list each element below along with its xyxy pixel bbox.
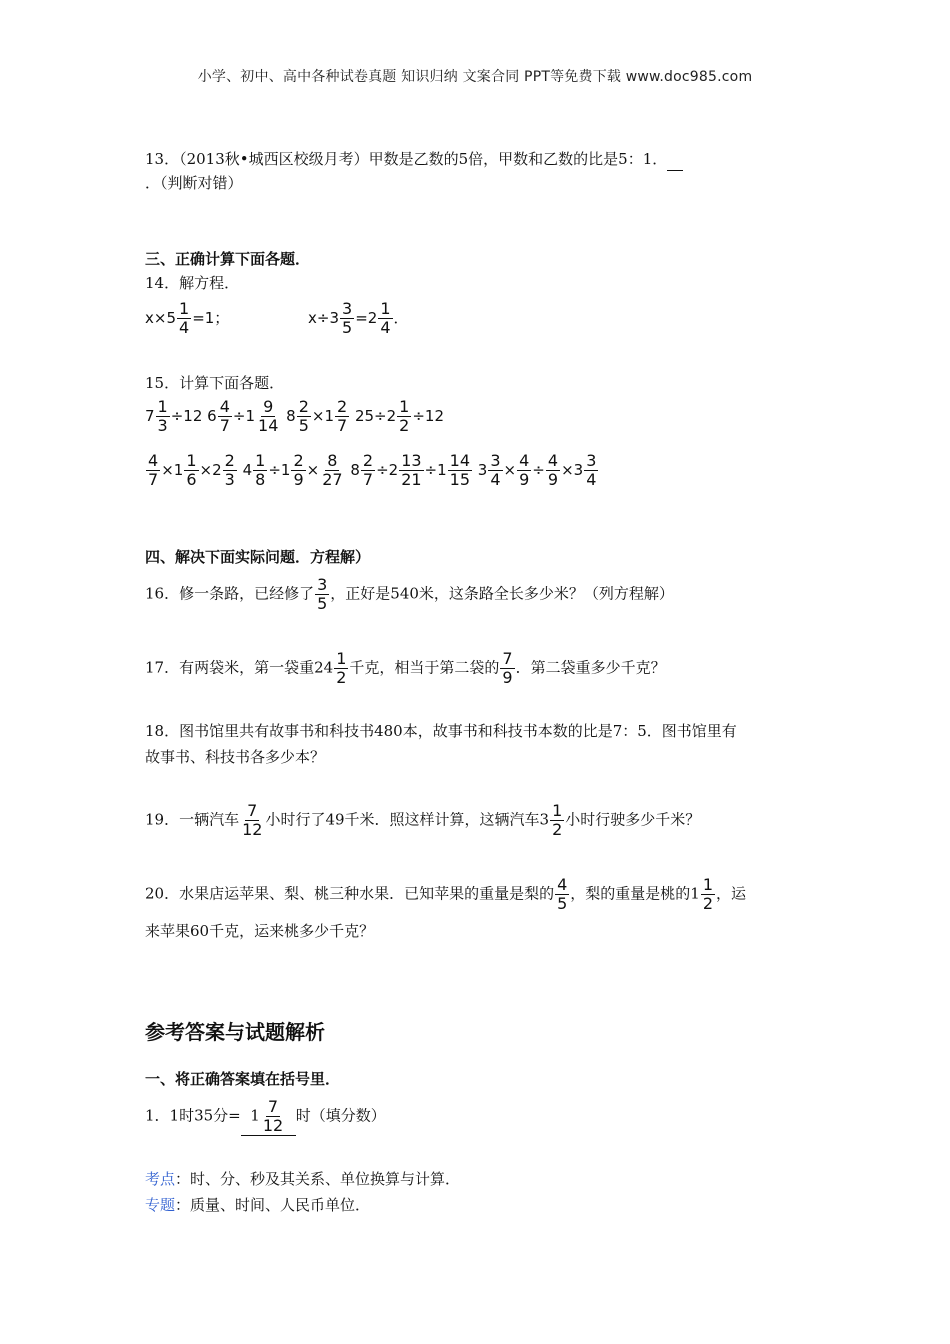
question-15-label: 15．计算下面各题． <box>145 374 285 392</box>
question-20-line2: 来苹果60千克，运来桃多少千克？ <box>145 922 375 940</box>
question-17: 17．有两袋米，第一袋重24 $\frac{1}{2}$ 千克，相当于第二袋的 $\frac{7}{9}$ ．第二袋重多少千克？ <box>145 649 666 687</box>
question-19: 19．一辆汽车 $\frac{7}{12}$ 小时行了49千米．照这样计算，这辆汽车3 $\frac{1}{2}$ 小时行驶多少千米？ <box>145 801 701 839</box>
zhuanti-line: 专题：质量、时间、人民币单位． <box>145 1196 371 1214</box>
page-header: 小学、初中、高中各种试卷真题 知识归纳 文案合同 PPT等免费下载 www.doc985.com <box>197 69 753 85</box>
fraction: $\frac{1}{6}$ <box>186 451 197 489</box>
fraction: $\frac{3}{5}$ <box>342 299 353 337</box>
section-3-title: 三、正确计算下面各题． <box>145 250 311 268</box>
fraction: $\frac{7}{12}$ <box>242 801 263 839</box>
fraction: $\frac{4}{5}$ <box>557 875 568 913</box>
question-13-line2: ．（判断对错） <box>145 174 243 192</box>
fraction: $\frac{8}{27}$ <box>322 451 343 489</box>
fraction: $\frac{4}{9}$ <box>547 451 559 489</box>
fraction: $\frac{7}{12}$ <box>262 1097 284 1135</box>
answer-1: 1．1时35分= 1 $\frac{7}{12}$ 时（填分数） <box>145 1097 386 1135</box>
fraction: $\frac{2}{3}$ <box>224 451 235 489</box>
kaodian-line: 考点：时、分、秒及其关系、单位换算与计算． <box>145 1170 461 1188</box>
fraction: $\frac{13}{21}$ <box>401 451 422 489</box>
fraction: $\frac{3}{5}$ <box>317 575 328 613</box>
kaodian-label: 考点 <box>145 1170 176 1188</box>
question-18-line2: 故事书、科技书各多少本？ <box>145 748 326 766</box>
question-18-line1: 18．图书馆里共有故事书和科技书480本，故事书和科技书本数的比是7：5．图书馆里有 <box>145 722 737 740</box>
fraction: $\frac{2}{7}$ <box>362 451 374 489</box>
calc-row-1: 7 $\frac{1}{3}$ ÷12 6 $\frac{4}{7}$ ÷1 $\frac{9}{14}$ 8 $\frac{2}{5}$ ×1 $\frac{2}{7}$ 25÷2 $\frac{1}{2}$ ÷12 <box>145 397 444 435</box>
fraction: $\frac{9}{14}$ <box>258 397 279 435</box>
fraction: $\frac{1}{2}$ <box>399 397 410 435</box>
fraction: $\frac{1}{4}$ <box>179 299 190 337</box>
fraction: $\frac{14}{15}$ <box>449 451 471 489</box>
answer-blank <box>667 148 683 171</box>
fraction: $\frac{4}{7}$ <box>148 451 159 489</box>
fraction: $\frac{3}{4}$ <box>490 451 501 489</box>
question-13-line1: 13．（2013秋•城西区校级月考）甲数是乙数的5倍，甲数和乙数的比是5：1． <box>145 148 683 171</box>
fraction: $\frac{2}{7}$ <box>337 397 348 435</box>
fraction: $\frac{1}{2}$ <box>336 649 347 687</box>
equation-1: x×5 $\frac{1}{4}$ =1； <box>145 299 230 337</box>
fraction: $\frac{3}{4}$ <box>586 451 597 489</box>
fraction: $\frac{1}{2}$ <box>702 875 714 913</box>
fraction: $\frac{1}{4}$ <box>380 299 391 337</box>
fraction: $\frac{4}{7}$ <box>219 397 230 435</box>
question-14-label: 14．解方程． <box>145 274 240 292</box>
fraction: $\frac{4}{9}$ <box>519 451 530 489</box>
question-16: 16．修一条路，已经修了 $\frac{3}{5}$ ，正好是540米，这条路全长多少米？（列方程解） <box>145 575 674 613</box>
answer-blank: 1 $\frac{7}{12}$ <box>241 1098 296 1136</box>
equation-2: x÷3 $\frac{3}{5}$ =2 $\frac{1}{4}$ ． <box>308 299 409 337</box>
answers-section-1-title: 一、将正确答案填在括号里． <box>145 1070 341 1088</box>
answers-title: 参考答案与试题解析 <box>145 1020 325 1044</box>
fraction: $\frac{2}{9}$ <box>293 451 304 489</box>
fraction: $\frac{2}{5}$ <box>298 397 309 435</box>
question-20: 20．水果店运苹果、梨、桃三种水果．已知苹果的重量是梨的 $\frac{4}{5}$ ，梨的重量是桃的1 $\frac{1}{2}$ ，运 <box>145 875 747 913</box>
calc-row-2: $\frac{4}{7}$ ×1 $\frac{1}{6}$ ×2 $\frac{2}{3}$ 4 $\frac{1}{8}$ ÷1 $\frac{2}{9}$ × $\frac{8}{27}$ 8 $\frac{2}{7}$ ÷2 $\frac{13}{21}$ ÷1 $\frac{14}{15}$ 3 $\frac{3}{4}$ × $\frac{4}{9}$ ÷ $\frac{4}{9}$ ×3 $\frac{3}{4}$ <box>148 451 597 489</box>
fraction: $\frac{1}{2}$ <box>552 801 563 839</box>
section-4-title: 四、解决下面实际问题．方程解） <box>145 548 371 566</box>
fraction: $\frac{1}{3}$ <box>157 397 168 435</box>
fraction: $\frac{1}{8}$ <box>255 451 266 489</box>
zhuanti-label: 专题 <box>145 1196 176 1214</box>
fraction: $\frac{7}{9}$ <box>502 649 513 687</box>
